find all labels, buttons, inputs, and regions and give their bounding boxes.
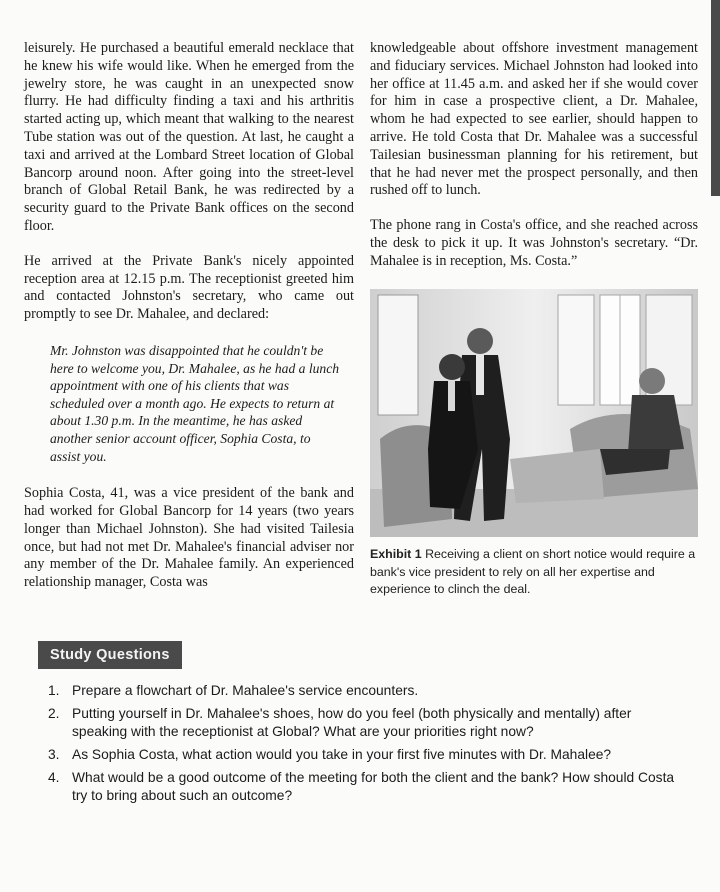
exhibit-photo [370,289,698,537]
right-text-column [370,40,698,271]
study-question [48,746,688,764]
study-questions-heading: Study Questions [38,641,182,669]
study-questions-list [48,682,688,810]
secretary-quote: Mr. Johnston was disappointed that he couldn't be here to welcome you, Dr. Mahalee, as he had a lunch appointment with one of his clients that was scheduled over a month ago. He expects to return at about 1.30 p.m. In the meantime, he has asked another senior account officer, Sophia Costa, to assist you. [50,342,340,464]
left-paragraph-3: Sophia Costa, 41, was a vice president of the bank and had worked for Global Bancorp for 14 years (two years longer than Michael Johnston). She had visited Tailesia once, but had not met Dr. Mahalee's financial adviser nor any member of the Dr. Mahalee family. An experienced relationship manager, Costa was [24,485,354,591]
exhibit-label: Exhibit 1 [370,547,422,561]
office-meeting-photo [370,289,698,537]
question-number: 4. [48,770,60,785]
question-text: Prepare a flowchart of Dr. Mahalee's service encounters. [72,683,419,698]
question-number: 1. [48,683,60,698]
left-paragraph-2: He arrived at the Private Bank's nicely appointed reception area at 12.15 p.m. The receptionist greeted him and contacted Johnston's secretary, who came out promptly to see Dr. Mahalee, and declared: [24,252,354,323]
study-question [48,705,688,741]
study-question [48,769,688,805]
question-text: What would be a good outcome of the meeting for both the client and the bank? How should Costa try to bring about such an outcome? [72,770,675,803]
question-number: 2. [48,706,60,721]
right-paragraph-2: The phone rang in Costa's office, and she reached across the desk to pick it up. It was Johnston's secretary. “Dr. Mahalee is in reception, Ms. Costa.” [370,217,698,269]
exhibit-caption-text: Receiving a client on short notice would require a bank's vice president to rely on all her expertise and experience to clinch the deal. [370,547,696,596]
left-paragraph-1: leisurely. He purchased a beautiful emerald necklace that he knew his wife would like. When he emerged from the jewelry store, he was caught in an unexpected snow flurry. He had difficulty finding a taxi and his arthritis started acting up, which meant that walking to the nearest Tube station was out of the question. At last, he caught a taxi and arrived at the Lombard Street location of Global Bancorp around noon. After going into the street-level branch of Global Retail Bank, he was redirected by a security guard to the Private Bank offices on the second floor. [24,40,354,234]
question-text: As Sophia Costa, what action would you take in your first five minutes with Dr. Mahalee? [72,747,612,762]
left-text-column [24,40,354,592]
question-text: Putting yourself in Dr. Mahalee's shoes, how do you feel (both physically and mentally) after speaking with the receptionist at Global? What are your priorities right now? [72,706,632,739]
study-question [48,682,688,700]
exhibit-caption [370,546,700,599]
right-paragraph-1: knowledgeable about offshore investment management and fiduciary services. Michael Johnston had looked into her office at 11.45 a.m. and asked her if she would cover for him in case a prospective client, a Dr. Mahalee, whom he had expected to see earlier, should happen to arrive. He told Costa that Dr. Mahalee was a successful Tailesian businessman planning for his retirement, but that he had never met the prospect personally, and then rushed off to lunch. [370,40,698,199]
question-number: 3. [48,747,60,762]
page-edge-tab [711,0,720,196]
